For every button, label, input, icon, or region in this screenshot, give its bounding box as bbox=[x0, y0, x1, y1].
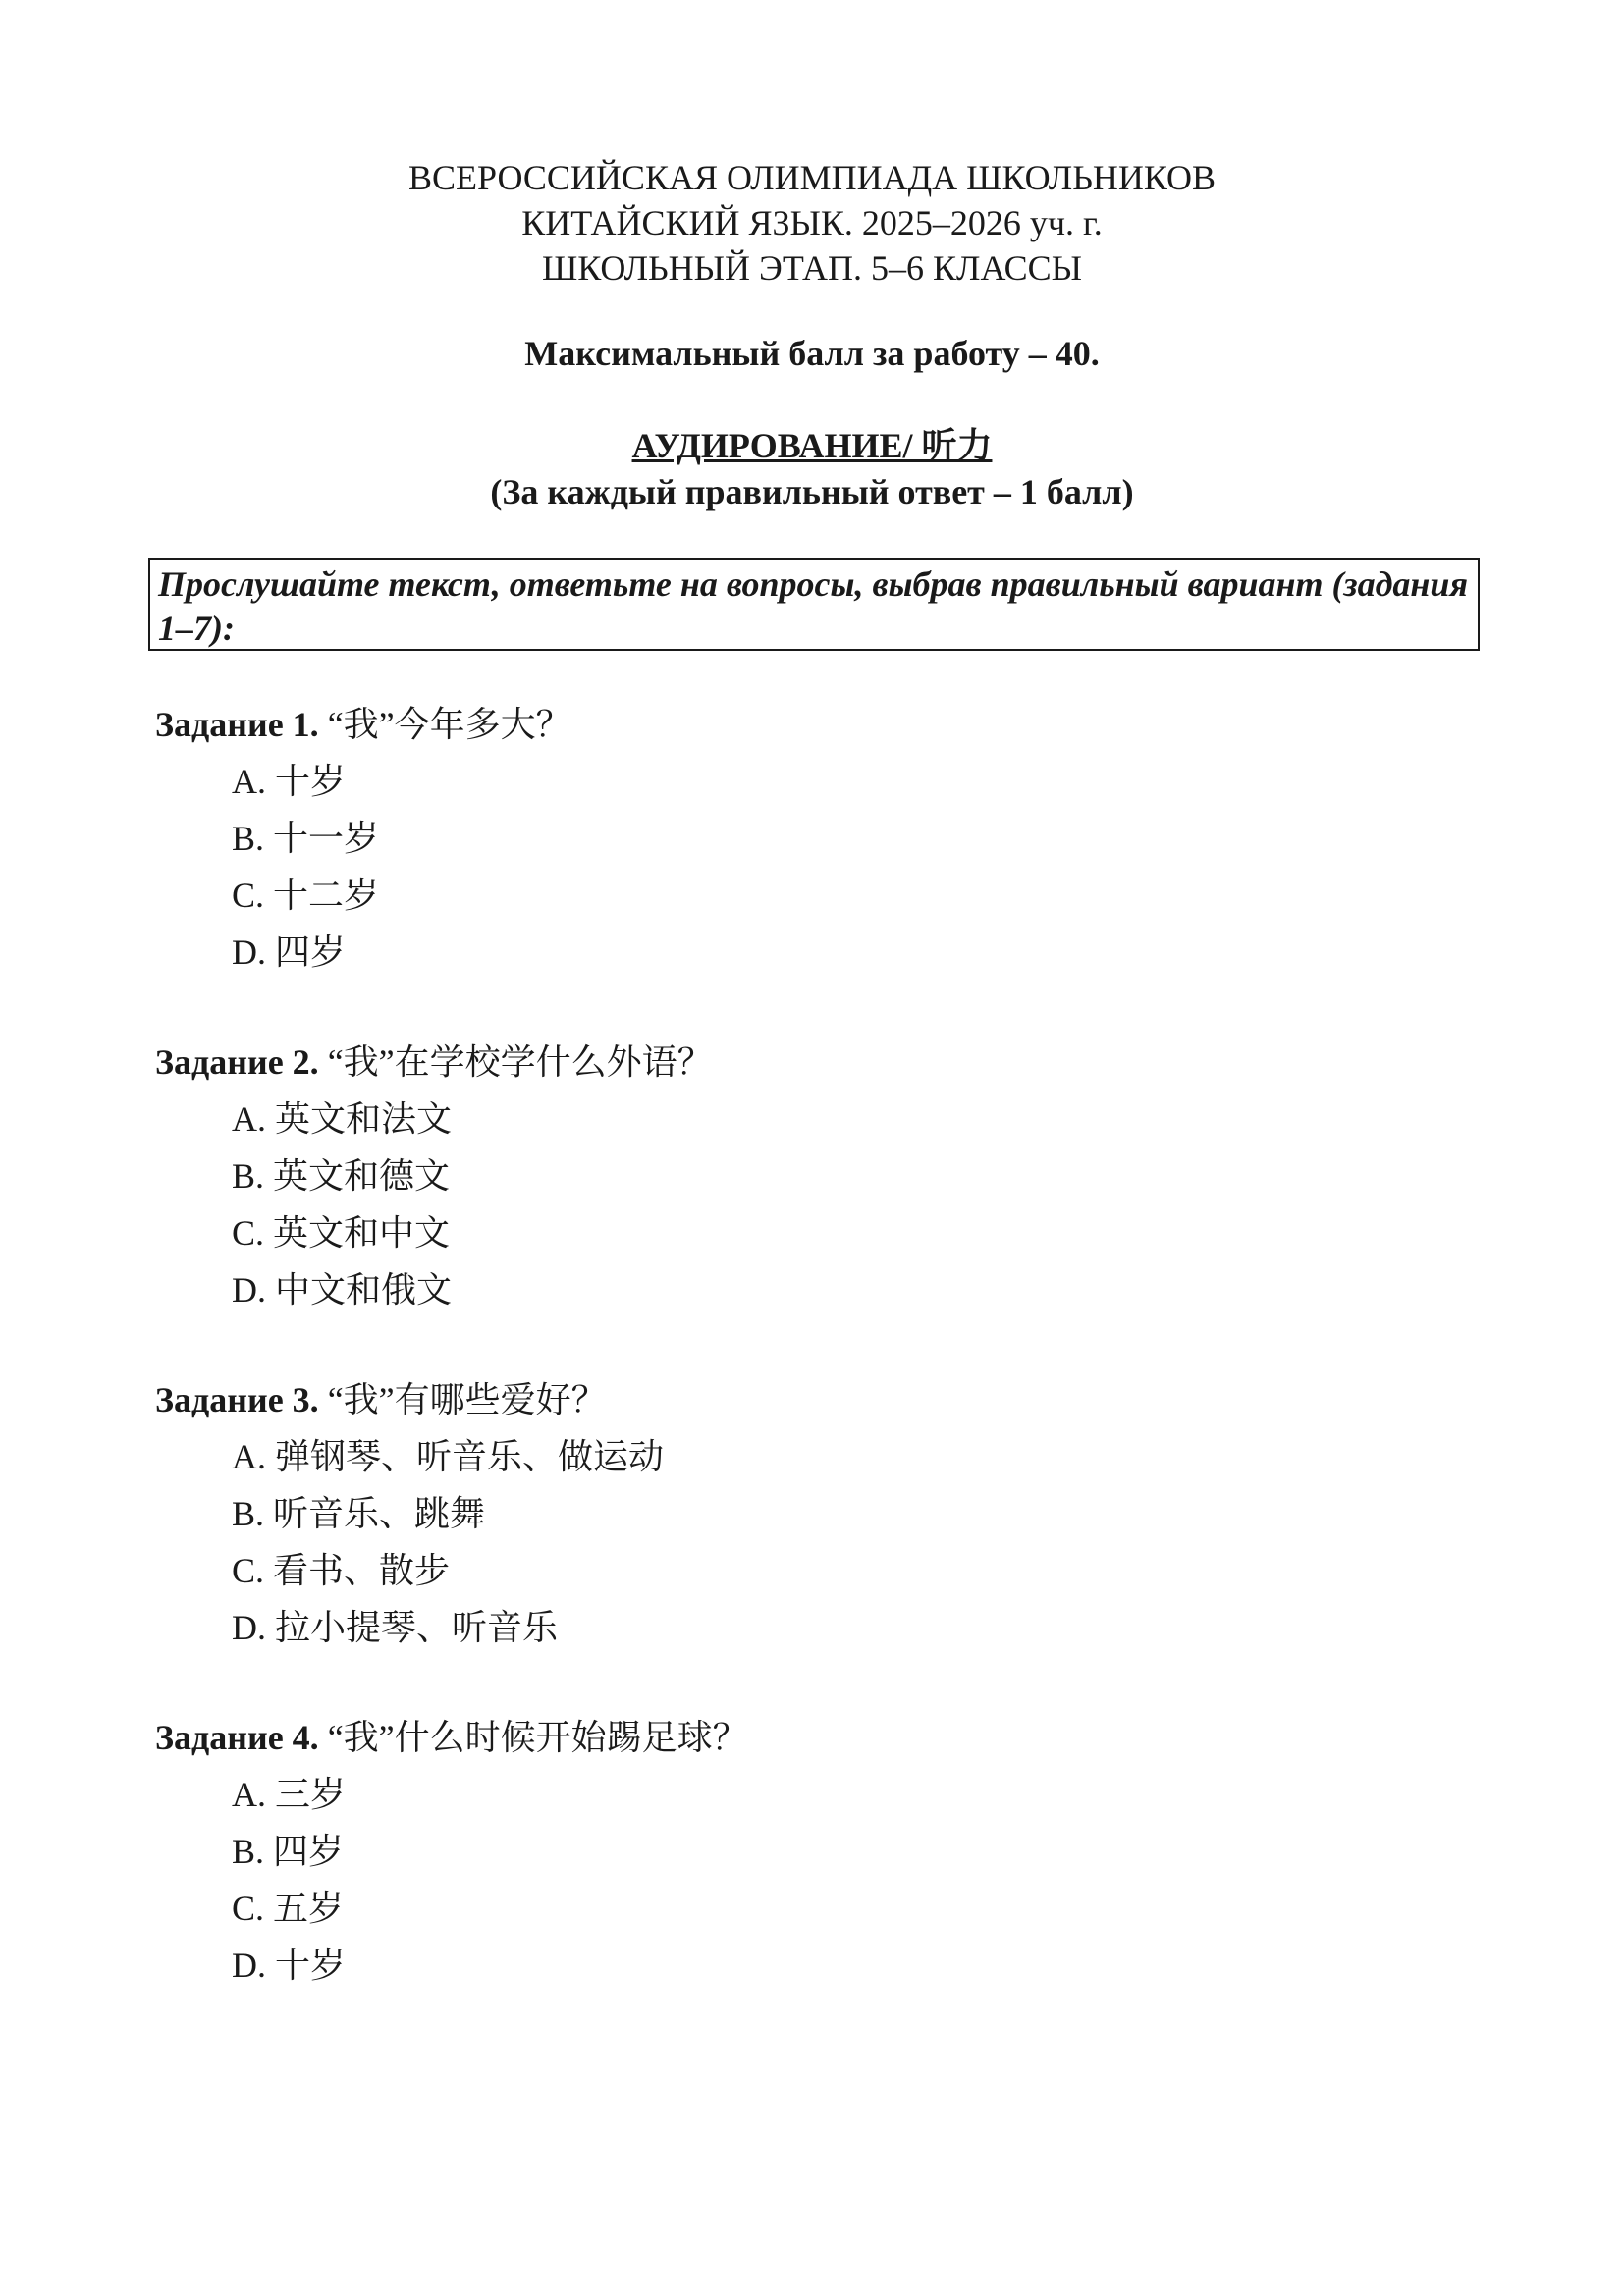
task-1 bbox=[155, 702, 1432, 987]
task-question bbox=[155, 1040, 1432, 1085]
header-line-olympiad: ВСЕРОССИЙСКАЯ ОЛИМПИАДА ШКОЛЬНИКОВ bbox=[408, 158, 1216, 197]
task-2 bbox=[155, 1040, 1432, 1324]
option-a: A. 三岁 bbox=[232, 1775, 346, 1814]
option-d: D. 拉小提琴、听音乐 bbox=[232, 1608, 558, 1647]
option-a: A. 弹钢琴、听音乐、做运动 bbox=[232, 1437, 664, 1476]
option-list bbox=[232, 1434, 1432, 1662]
option-d: D. 中文和俄文 bbox=[232, 1270, 452, 1309]
task-label: Задание 2. bbox=[155, 1042, 319, 1082]
header-line-subject: КИТАЙСКИЙ ЯЗЫК. 2025–2026 уч. г. bbox=[521, 203, 1103, 242]
option-c: C. 英文和中文 bbox=[232, 1213, 451, 1253]
task-4 bbox=[155, 1715, 1432, 2000]
task-label: Задание 3. bbox=[155, 1380, 319, 1419]
task-question bbox=[155, 1715, 1432, 1760]
task-3 bbox=[155, 1377, 1432, 1662]
option-d: D. 四岁 bbox=[232, 933, 346, 972]
option-d: D. 十岁 bbox=[232, 1946, 346, 1985]
option-c: C. 五岁 bbox=[232, 1889, 345, 1928]
option-list bbox=[232, 1772, 1432, 2000]
section-note: (За каждый правильный ответ – 1 балл) bbox=[490, 472, 1134, 511]
option-b: B. 英文和德文 bbox=[232, 1156, 451, 1196]
task-label: Задание 1. bbox=[155, 705, 319, 744]
task-question bbox=[155, 702, 1432, 747]
task-question-text: “我”什么时候开始踢足球？ bbox=[327, 1718, 748, 1757]
task-label: Задание 4. bbox=[155, 1718, 319, 1757]
option-c: C. 看书、散步 bbox=[232, 1551, 451, 1590]
instruction-box: Прослушайте текст, ответьте на вопросы, выбрав правильный вариант (задания 1–7): bbox=[148, 558, 1480, 651]
option-list bbox=[232, 759, 1432, 987]
header-line-stage: ШКОЛЬНЫЙ ЭТАП. 5–6 КЛАССЫ bbox=[541, 248, 1083, 288]
section-title-text: АУДИРОВАНИЕ/ 听力 bbox=[631, 426, 993, 465]
task-question-text: “我”在学校学什么外语？ bbox=[327, 1042, 713, 1082]
task-question bbox=[155, 1377, 1432, 1422]
max-score: Максимальный балл за работу – 40. bbox=[524, 334, 1100, 373]
option-a: A. 十岁 bbox=[232, 762, 346, 801]
option-b: B. 四岁 bbox=[232, 1832, 345, 1871]
task-question-text: “我”今年多大？ bbox=[327, 705, 571, 744]
option-a: A. 英文和法文 bbox=[232, 1099, 452, 1139]
option-c: C. 十二岁 bbox=[232, 876, 380, 915]
option-list bbox=[232, 1096, 1432, 1324]
section-title bbox=[0, 423, 1624, 468]
option-b: B. 十一岁 bbox=[232, 819, 380, 858]
document-header bbox=[0, 155, 1624, 291]
option-b: B. 听音乐、跳舞 bbox=[232, 1494, 486, 1533]
task-question-text: “我”有哪些爱好？ bbox=[327, 1380, 607, 1419]
